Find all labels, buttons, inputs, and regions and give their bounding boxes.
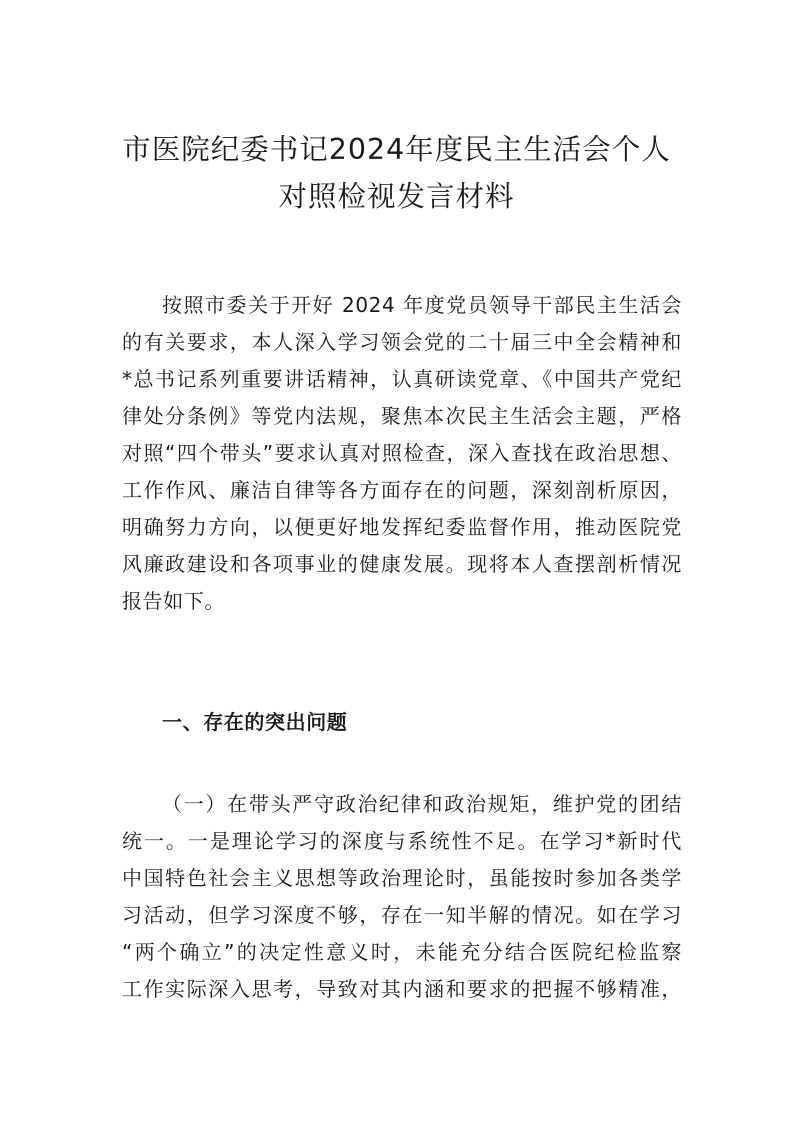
paragraph-line: 工作实际深入思考，导致对其内涵和要求的把握不够精准，	[122, 977, 682, 1001]
section-1-paragraph	[122, 786, 682, 1008]
paragraph-line: 中国特色社会主义思想等政治理论时，虽能按时参加各类学	[122, 866, 682, 890]
paragraph-line: 明确努力方向，以便更好地发挥纪委监督作用，推动医院党	[122, 515, 682, 539]
paragraph-line: “两个确立”的决定性意义时，未能充分结合医院纪检监察	[122, 940, 682, 964]
paragraph-line: 的有关要求，本人深入学习领会党的二十届三中全会精神和	[122, 330, 682, 354]
paragraph-line: （一）在带头严守政治纪律和政治规矩，维护党的团结	[162, 792, 682, 816]
paragraph-line: 按照市委关于开好 2024 年度党员领导干部民主生活会	[162, 293, 682, 317]
paragraph-line: 对照“四个带头”要求认真对照检查，深入查找在政治思想、	[122, 441, 682, 465]
paragraph-line: 风廉政建设和各项事业的健康发展。现将本人查摆剖析情况	[122, 552, 682, 576]
paragraph-line: 工作作风、廉洁自律等各方面存在的问题，深刻剖析原因，	[122, 478, 682, 502]
paragraph-line: 统一。一是理论学习的深度与系统性不足。在学习*新时代	[122, 829, 682, 853]
paragraph-line: 律处分条例》等党内法规，聚焦本次民主生活会主题，严格	[122, 404, 682, 428]
document-title-line-1: 市医院纪委书记2024年度民主生活会个人	[122, 133, 671, 166]
document-title-line-2: 对照检视发言材料	[278, 180, 515, 213]
intro-paragraph	[122, 287, 682, 620]
paragraph-line: *总书记系列重要讲话精神，认真研读党章、《中国共产党纪	[122, 367, 682, 391]
paragraph-line: 报告如下。	[122, 589, 225, 613]
paragraph-line: 习活动，但学习深度不够，存在一知半解的情况。如在学习	[122, 903, 682, 927]
section-heading: 一、存在的突出问题	[162, 710, 348, 734]
